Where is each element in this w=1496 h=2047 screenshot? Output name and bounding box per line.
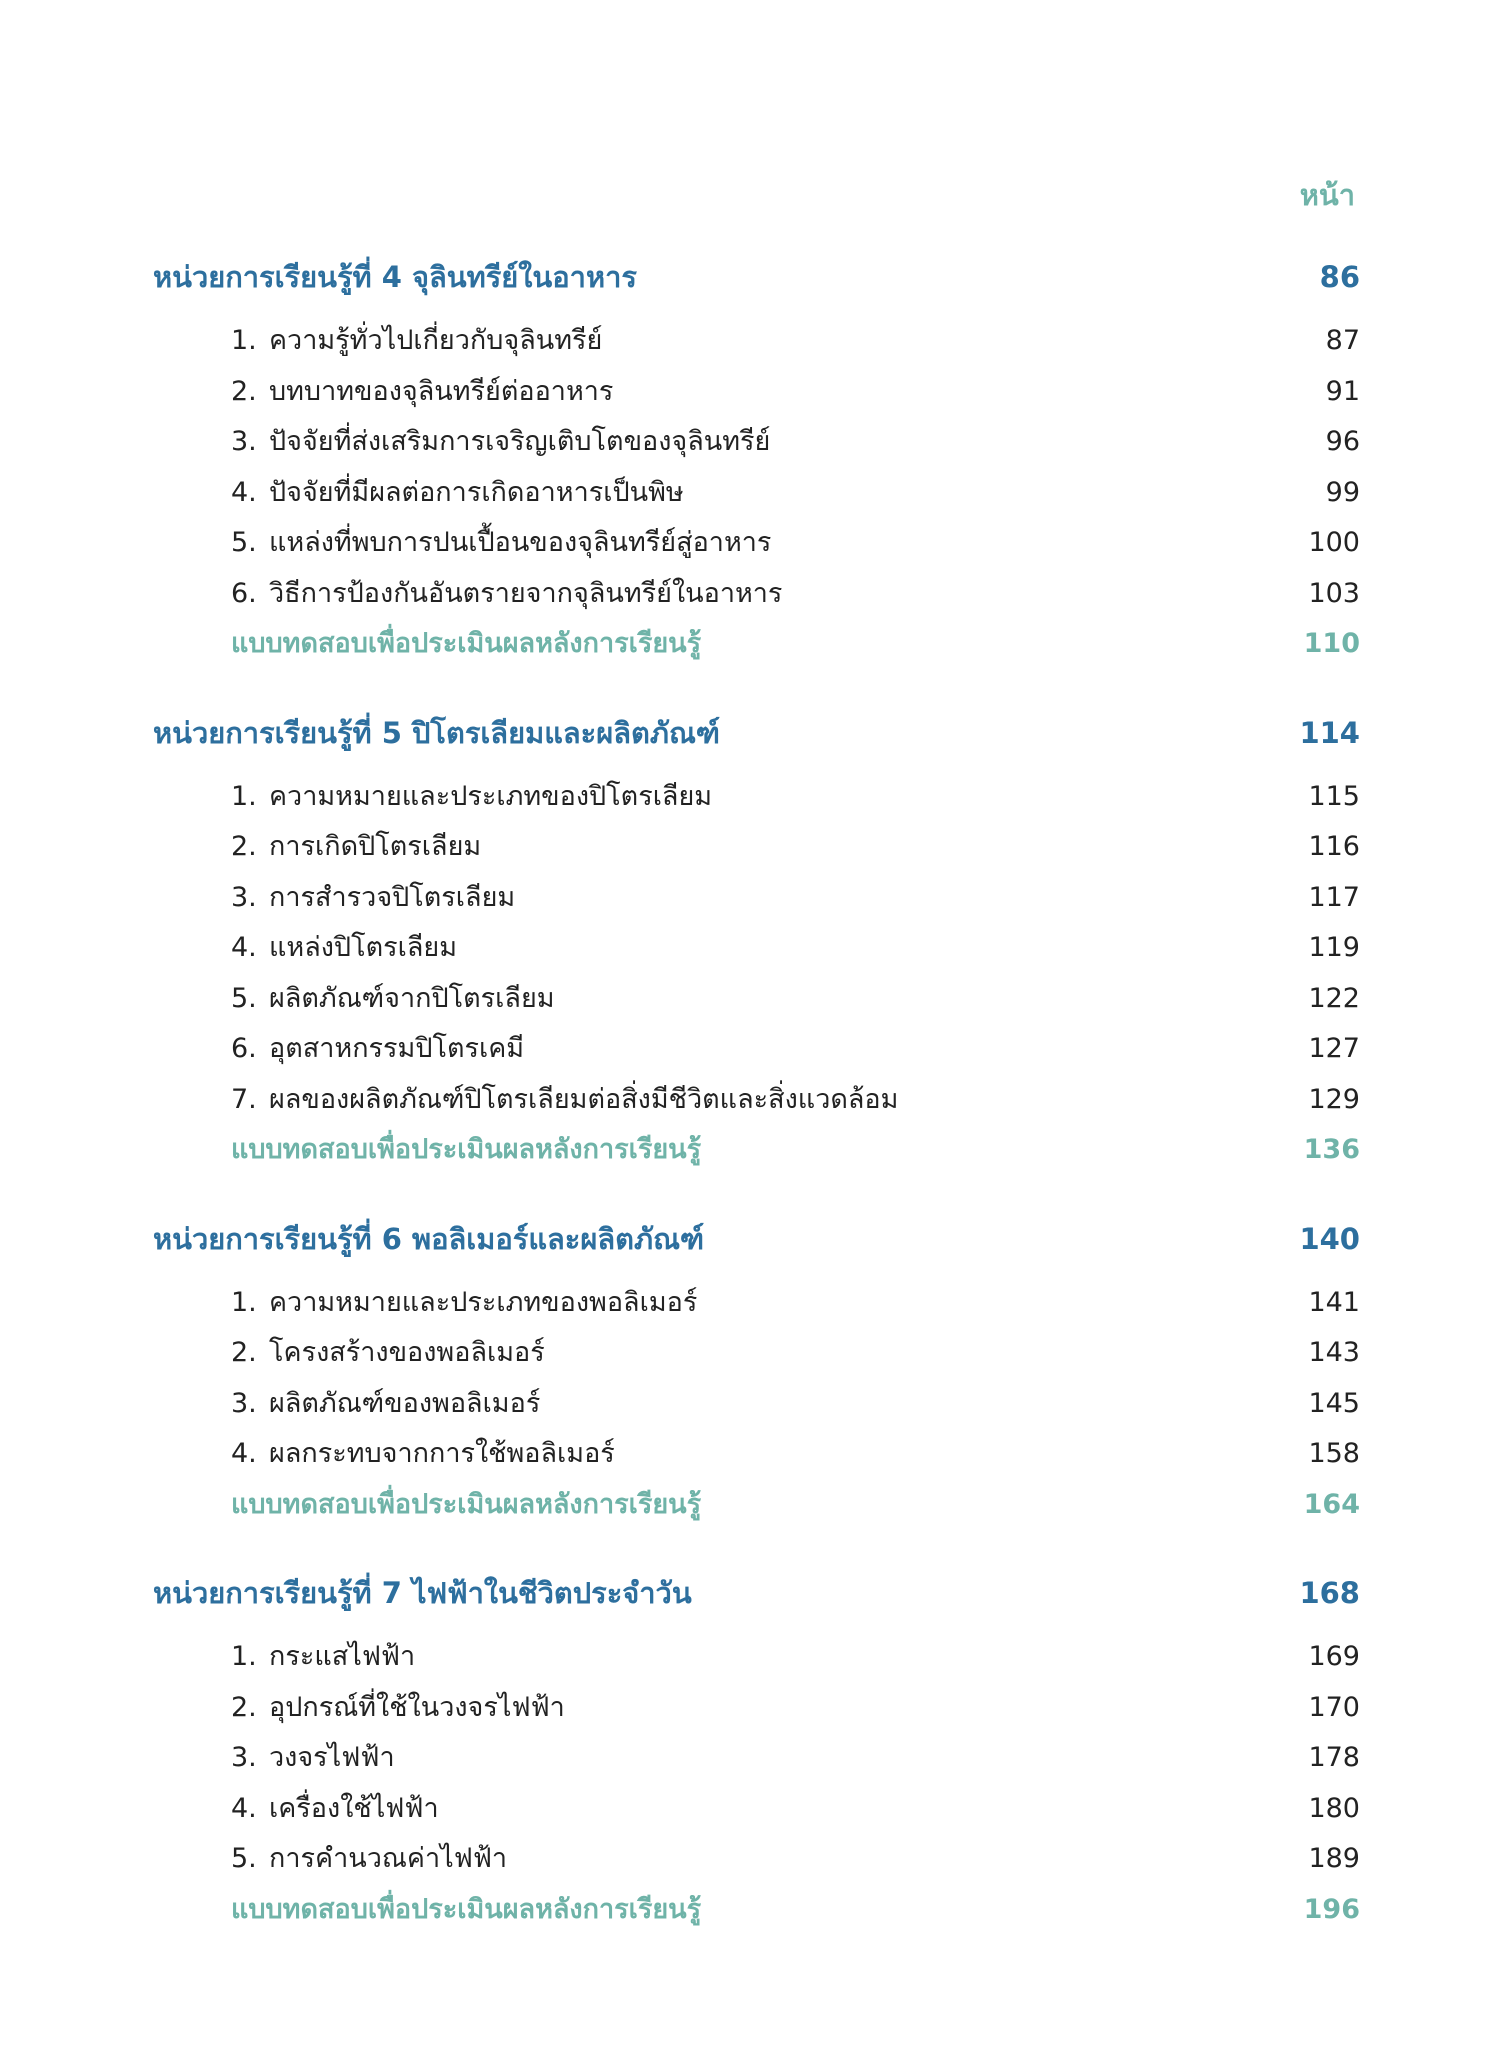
item-label: ปัจจัยที่ส่งเสริมการเจริญเติบโตของจุลินทรีย์ (269, 426, 771, 457)
item-label: อุปกรณ์ที่ใช้ในวงจรไฟฟ้า (269, 1691, 565, 1723)
unit-page: 86 (1319, 260, 1360, 294)
item-number: 4. (231, 1438, 257, 1469)
toc-item[interactable] (153, 873, 1360, 924)
item-number: 3. (231, 426, 257, 457)
item-label: แหล่งปิโตรเลียม (269, 932, 457, 963)
toc-item[interactable] (153, 367, 1360, 418)
item-label: ความหมายและประเภทของพอลิเมอร์ (269, 1286, 698, 1318)
item-label: โครงสร้างของพอลิเมอร์ (269, 1337, 545, 1368)
item-number: 5. (231, 527, 257, 558)
toc-item[interactable] (153, 1429, 1360, 1480)
item-page: 129 (1308, 1083, 1360, 1115)
toc-item[interactable] (153, 1834, 1360, 1885)
test-page: 110 (1303, 628, 1360, 659)
item-number: 6. (231, 577, 257, 609)
unit-header[interactable] (153, 1204, 1360, 1274)
unit-page: 168 (1299, 1576, 1360, 1610)
unit-header[interactable] (153, 242, 1360, 312)
item-page: 169 (1308, 1641, 1360, 1672)
item-number: 5. (231, 1843, 257, 1874)
item-page: 189 (1308, 1843, 1360, 1874)
toc-item[interactable] (153, 923, 1360, 974)
item-label: ผลิตภัณฑ์จากปิโตรเลียม (269, 982, 555, 1014)
toc-item[interactable] (153, 1379, 1360, 1430)
unit-title: หน่วยการเรียนรู้ที่ 4 จุลินทรีย์ในอาหาร (153, 260, 637, 294)
item-page: 117 (1308, 881, 1360, 913)
unit-title: หน่วยการเรียนรู้ที่ 7 ไฟฟ้าในชีวิตประจำวัน (153, 1576, 692, 1610)
test-label: แบบทดสอบเพื่อประเมินผลหลังการเรียนรู้ (231, 1488, 702, 1520)
item-label: เครื่องใช้ไฟฟ้า (269, 1792, 439, 1824)
item-page: 143 (1308, 1337, 1360, 1368)
table-of-contents (153, 242, 1360, 1963)
toc-item[interactable] (153, 417, 1360, 468)
item-page: 145 (1308, 1387, 1360, 1419)
unit-section (153, 1204, 1360, 1531)
item-number: 4. (231, 476, 257, 508)
unit-header[interactable] (153, 1558, 1360, 1628)
unit-page: 140 (1299, 1221, 1360, 1256)
test-page: 196 (1303, 1893, 1360, 1925)
item-page: 119 (1308, 932, 1360, 963)
toc-item[interactable] (153, 1328, 1360, 1379)
item-number: 3. (231, 881, 257, 913)
item-number: 7. (231, 1083, 257, 1115)
item-page: 170 (1308, 1691, 1360, 1723)
item-label: ความรู้ทั่วไปเกี่ยวกับจุลินทรีย์ (269, 325, 603, 356)
item-label: การเกิดปิโตรเลียม (269, 831, 482, 862)
unit-page: 114 (1299, 715, 1360, 750)
item-number: 5. (231, 982, 257, 1014)
item-page: 122 (1308, 982, 1360, 1014)
item-label: ผลิตภัณฑ์ของพอลิเมอร์ (269, 1387, 541, 1419)
item-label: กระแสไฟฟ้า (269, 1641, 416, 1672)
item-page: 87 (1325, 325, 1360, 356)
item-number: 6. (231, 1033, 257, 1064)
unit-section (153, 698, 1360, 1176)
toc-item[interactable] (153, 772, 1360, 823)
item-label: ปัจจัยที่มีผลต่อการเกิดอาหารเป็นพิษ (269, 476, 684, 508)
test-page: 136 (1303, 1134, 1360, 1165)
item-label: แหล่งที่พบการปนเปื้อนของจุลินทรีย์สู่อาหาร (269, 527, 772, 558)
test-label: แบบทดสอบเพื่อประเมินผลหลังการเรียนรู้ (231, 1893, 702, 1925)
item-number: 3. (231, 1742, 257, 1773)
item-page: 115 (1308, 780, 1360, 812)
item-number: 1. (231, 780, 257, 812)
item-number: 2. (231, 831, 257, 862)
item-page: 91 (1325, 375, 1360, 407)
item-number: 1. (231, 325, 257, 356)
toc-test-item[interactable] (153, 619, 1360, 670)
item-page: 178 (1308, 1742, 1360, 1773)
toc-item[interactable] (153, 1733, 1360, 1784)
item-page: 158 (1308, 1438, 1360, 1469)
item-label: ผลของผลิตภัณฑ์ปิโตรเลียมต่อสิ่งมีชีวิตและสิ่งแวดล้อม (269, 1083, 899, 1115)
toc-item[interactable] (153, 974, 1360, 1025)
item-page: 180 (1308, 1792, 1360, 1824)
item-number: 1. (231, 1286, 257, 1318)
item-label: ความหมายและประเภทของปิโตรเลียม (269, 780, 713, 812)
item-number: 2. (231, 375, 257, 407)
toc-item[interactable] (153, 316, 1360, 367)
item-page: 141 (1308, 1286, 1360, 1318)
toc-item[interactable] (153, 822, 1360, 873)
item-label: การคำนวณค่าไฟฟ้า (269, 1843, 508, 1874)
item-number: 2. (231, 1691, 257, 1723)
item-number: 2. (231, 1337, 257, 1368)
item-label: อุตสาหกรรมปิโตรเคมี (269, 1033, 525, 1064)
item-page: 116 (1308, 831, 1360, 862)
unit-title: หน่วยการเรียนรู้ที่ 6 พอลิเมอร์และผลิตภัณฑ์ (153, 1221, 705, 1256)
item-number: 4. (231, 1792, 257, 1824)
item-label: บทบาทของจุลินทรีย์ต่ออาหาร (269, 375, 614, 407)
unit-section (153, 1558, 1360, 1935)
toc-test-item[interactable] (153, 1885, 1360, 1936)
item-label: ผลกระทบจากการใช้พอลิเมอร์ (269, 1438, 615, 1469)
item-label: วิธีการป้องกันอันตรายจากจุลินทรีย์ในอาหาร (269, 577, 783, 609)
test-page: 164 (1303, 1488, 1360, 1520)
toc-item[interactable] (153, 1075, 1360, 1126)
toc-item[interactable] (153, 1784, 1360, 1835)
test-label: แบบทดสอบเพื่อประเมินผลหลังการเรียนรู้ (231, 1134, 702, 1165)
item-page: 96 (1325, 426, 1360, 457)
item-number: 4. (231, 932, 257, 963)
item-label: วงจรไฟฟ้า (269, 1742, 395, 1773)
unit-title: หน่วยการเรียนรู้ที่ 5 ปิโตรเลียมและผลิตภัณฑ์ (153, 715, 720, 750)
page-column-label: หน้า (1299, 178, 1355, 212)
unit-section (153, 242, 1360, 670)
toc-item[interactable] (153, 569, 1360, 620)
test-label: แบบทดสอบเพื่อประเมินผลหลังการเรียนรู้ (231, 628, 702, 659)
item-page: 127 (1308, 1033, 1360, 1064)
item-number: 1. (231, 1641, 257, 1672)
item-page: 103 (1308, 577, 1360, 609)
toc-test-item[interactable] (153, 1480, 1360, 1531)
toc-item[interactable] (153, 1024, 1360, 1075)
toc-test-item[interactable] (153, 1125, 1360, 1176)
item-page: 99 (1325, 476, 1360, 508)
toc-item[interactable] (153, 518, 1360, 569)
toc-item[interactable] (153, 1683, 1360, 1734)
item-number: 3. (231, 1387, 257, 1419)
toc-item[interactable] (153, 468, 1360, 519)
item-label: การสำรวจปิโตรเลียม (269, 881, 516, 913)
item-page: 100 (1308, 527, 1360, 558)
toc-item[interactable] (153, 1632, 1360, 1683)
unit-header[interactable] (153, 698, 1360, 768)
toc-item[interactable] (153, 1278, 1360, 1329)
